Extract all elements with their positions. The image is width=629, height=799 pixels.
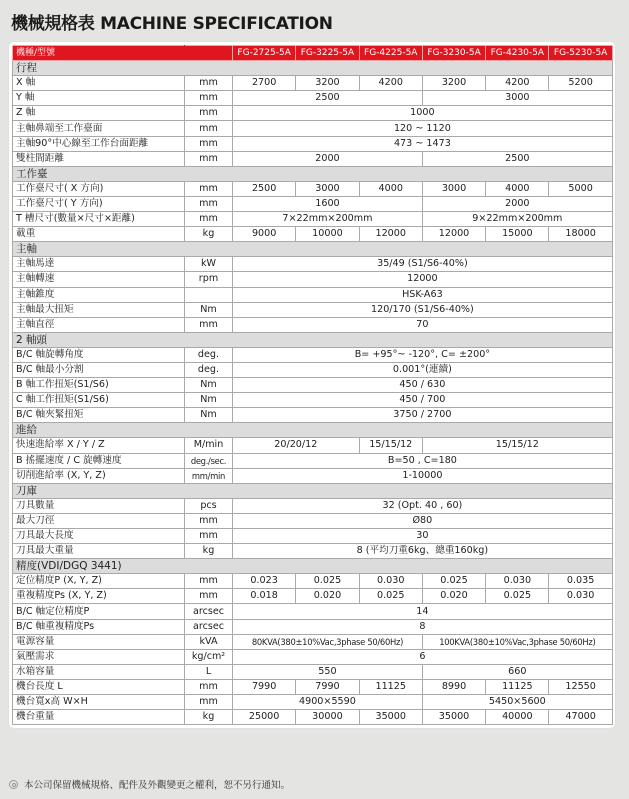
row-unit: mm [185,76,233,91]
cell: 0.030 [486,574,549,589]
cell: 3000 [296,181,359,196]
table-row [13,378,613,393]
section-header: 進給 [13,423,613,438]
row-label: 切削進給率 (X, Y, Z) [13,468,185,483]
spec-table [12,45,613,725]
row-unit: Nm [185,302,233,317]
cell: 2000 [233,151,423,166]
table-row [13,121,613,136]
row-unit: kg [185,710,233,725]
cell: 8990 [422,679,485,694]
table-row [13,604,613,619]
row-label: 機台寬x高 W×H [13,695,185,710]
cell: 4200 [359,76,422,91]
row-unit: mm [185,317,233,332]
cell: 450 / 630 [233,378,613,393]
row-unit: deg./sec. [185,453,233,468]
section-header: 行程 [13,61,613,76]
row-unit: deg. [185,362,233,377]
cell: 18000 [549,227,612,242]
section-header: 工作臺 [13,166,613,181]
table-row [13,664,613,679]
cell: 0.030 [549,589,612,604]
cell: 2500 [233,91,423,106]
row-unit: kW [185,257,233,272]
row-label: B 軸工作扭矩(S1/S6) [13,378,185,393]
cell: 30 [233,529,613,544]
cell: 4000 [359,181,422,196]
table-row [13,679,613,694]
row-unit: arcsec [185,604,233,619]
cell: 2700 [233,76,296,91]
table-row [13,212,613,227]
row-unit: mm [185,106,233,121]
row-label: 機台長度 L [13,679,185,694]
cell: 0.023 [233,574,296,589]
cell: 0.025 [359,589,422,604]
cell: 4000 [486,181,549,196]
cell: 8 (平均刀重6kg、總重160kg) [233,544,613,559]
cell: Ø80 [233,513,613,528]
row-label: C 軸工作扭矩(S1/S6) [13,393,185,408]
cell: 1000 [233,106,613,121]
row-label: 主軸最大扭矩 [13,302,185,317]
row-unit: mm [185,196,233,211]
cell: 120/170 (S1/S6-40%) [233,302,613,317]
table-row [13,498,613,513]
model-header: FG-3225-5A [296,46,359,61]
row-label: 定位精度P (X, Y, Z) [13,574,185,589]
table-row [13,287,613,302]
cell: 450 / 700 [233,393,613,408]
section-header: 2 軸頭 [13,332,613,347]
table-row [13,272,613,287]
row-unit: mm [185,212,233,227]
table-row [13,227,613,242]
cell: 12000 [422,227,485,242]
cell: 7990 [233,679,296,694]
table-row [13,574,613,589]
row-unit: mm [185,181,233,196]
row-unit: mm [185,151,233,166]
row-unit: rpm [185,272,233,287]
cell: 5200 [549,76,612,91]
cell: 3200 [296,76,359,91]
table-row [13,393,613,408]
row-unit: deg. [185,347,233,362]
row-label: 主軸鼻端至工作臺面 [13,121,185,136]
table-row [13,151,613,166]
row-unit: mm [185,513,233,528]
section-header: 刀庫 [13,483,613,498]
table-row [13,106,613,121]
cell: 0.020 [422,589,485,604]
cell: 30000 [296,710,359,725]
table-row [13,257,613,272]
row-unit: mm [185,574,233,589]
cell: 12000 [359,227,422,242]
circle-bullet-icon [9,780,18,789]
table-row [13,529,613,544]
row-label: B/C 軸定位精度P [13,604,185,619]
cell: 2500 [233,181,296,196]
table-row [13,181,613,196]
cell: 15000 [486,227,549,242]
cell: 70 [233,317,613,332]
cell: 11125 [359,679,422,694]
cell: 35000 [422,710,485,725]
cell: 35/49 (S1/S6-40%) [233,257,613,272]
row-unit: arcsec [185,619,233,634]
row-unit: kg [185,227,233,242]
row-label: Z 軸 [13,106,185,121]
row-unit: Nm [185,378,233,393]
row-label: 載重 [13,227,185,242]
table-row [13,136,613,151]
cell: 3200 [422,76,485,91]
spec-sheet [9,42,615,728]
row-label: X 軸 [13,76,185,91]
header-row [13,46,613,61]
cell: B=50 , C=180 [233,453,613,468]
row-label: 工作臺尺寸( Y 方向) [13,196,185,211]
row-label: 主軸直徑 [13,317,185,332]
row-unit: L [185,664,233,679]
cell: 35000 [359,710,422,725]
row-label: 刀具數量 [13,498,185,513]
cell: 550 [233,664,423,679]
cell: 5000 [549,181,612,196]
row-label: B/C 軸夾緊扭矩 [13,408,185,423]
cell: 1-10000 [233,468,613,483]
cell: 2500 [422,151,612,166]
cell: 120 ~ 1120 [233,121,613,136]
cell: 3000 [422,181,485,196]
table-row [13,468,613,483]
cell: 47000 [549,710,612,725]
cell: B= +95°~ -120°, C= ±200° [233,347,613,362]
cell: 9000 [233,227,296,242]
row-unit: Nm [185,393,233,408]
cell: 100KVA(380±10%Vac,3phase 50/60Hz) [422,634,612,649]
table-row [13,589,613,604]
cell: 11125 [486,679,549,694]
row-unit: pcs [185,498,233,513]
row-label: 快速進給率 X / Y / Z [13,438,185,453]
cell: 0.025 [486,589,549,604]
row-label: B/C 軸最小分割 [13,362,185,377]
cell: 0.030 [359,574,422,589]
page-title: 機械規格表 MACHINE SPECIFICATION [11,14,333,34]
model-header: FG-4225-5A [359,46,422,61]
row-label: 主軸馬達 [13,257,185,272]
cell: 14 [233,604,613,619]
table-row [13,76,613,91]
table-row [13,649,613,664]
cell: 0.020 [296,589,359,604]
row-unit: mm [185,679,233,694]
row-label: 最大刀徑 [13,513,185,528]
cell: 8 [233,619,613,634]
row-unit: mm [185,136,233,151]
model-header: FG-3230-5A [422,46,485,61]
table-row [13,453,613,468]
row-label: 電源容量 [13,634,185,649]
table-row [13,196,613,211]
cell: 40000 [486,710,549,725]
table-row [13,347,613,362]
row-unit: kg/cm² [185,649,233,664]
table-row [13,362,613,377]
cell: 6 [233,649,613,664]
table-row [13,710,613,725]
cell: 32 (Opt. 40 , 60) [233,498,613,513]
header-label: 機種/型號 [13,46,185,61]
row-unit: M/min [185,438,233,453]
row-label: T 槽尺寸(數量×尺寸×距離) [13,212,185,227]
cell: 473 ~ 1473 [233,136,613,151]
table-row [13,619,613,634]
header-unit [185,46,233,61]
row-label: Y 軸 [13,91,185,106]
row-unit [185,287,233,302]
row-unit: mm [185,121,233,136]
row-label: 水箱容量 [13,664,185,679]
cell: 80KVA(380±10%Vac,3phase 50/60Hz) [233,634,423,649]
cell: 15/15/12 [422,438,612,453]
footnote-text: 本公司保留機械規格、配件及外觀變更之權利，恕不另行通知。 [24,780,291,791]
model-header: FG-5230-5A [549,46,612,61]
cell: 25000 [233,710,296,725]
model-header: FG-2725-5A [233,46,296,61]
row-unit: Nm [185,408,233,423]
cell: 5450×5600 [422,695,612,710]
row-label: B/C 軸重複精度Ps [13,619,185,634]
cell: 2000 [422,196,612,211]
row-label: 工作臺尺寸( X 方向) [13,181,185,196]
cell: 10000 [296,227,359,242]
section-header: 精度(VDI/DGQ 3441) [13,559,613,574]
row-label: 刀具最大重量 [13,544,185,559]
row-unit: mm [185,91,233,106]
row-label: 重複精度Ps (X, Y, Z) [13,589,185,604]
table-row [13,544,613,559]
cell: 7×22mm×200mm [233,212,423,227]
cell: 1600 [233,196,423,211]
row-label: 刀具最大長度 [13,529,185,544]
row-label: 主軸轉速 [13,272,185,287]
cell: 12550 [549,679,612,694]
row-label: 主軸錐度 [13,287,185,302]
table-row [13,513,613,528]
cell: 0.035 [549,574,612,589]
cell: 0.018 [233,589,296,604]
row-label: B 搖擺速度 / C 旋轉速度 [13,453,185,468]
cell: 12000 [233,272,613,287]
table-row [13,317,613,332]
table-row [13,438,613,453]
row-unit: mm [185,695,233,710]
cell: 3000 [422,91,612,106]
cell: 7990 [296,679,359,694]
row-unit: mm [185,529,233,544]
cell: 0.001°(連續) [233,362,613,377]
row-label: 主軸90°中心線至工作台面距離 [13,136,185,151]
cell: HSK-A63 [233,287,613,302]
table-row [13,91,613,106]
cell: 0.025 [296,574,359,589]
row-unit: mm [185,589,233,604]
row-label: 氣壓需求 [13,649,185,664]
cell: 20/20/12 [233,438,360,453]
table-row [13,408,613,423]
model-header: FG-4230-5A [486,46,549,61]
row-label: 機台重量 [13,710,185,725]
cell: 9×22mm×200mm [422,212,612,227]
row-label: B/C 軸旋轉角度 [13,347,185,362]
table-row [13,695,613,710]
table-row [13,634,613,649]
row-unit: mm/min [185,468,233,483]
cell: 0.025 [422,574,485,589]
row-unit: kg [185,544,233,559]
row-unit: kVA [185,634,233,649]
table-row [13,302,613,317]
cell: 4200 [486,76,549,91]
cell: 660 [422,664,612,679]
section-header: 主軸 [13,242,613,257]
footnote [9,777,290,791]
row-label: 雙柱間距離 [13,151,185,166]
cell: 3750 / 2700 [233,408,613,423]
cell: 15/15/12 [359,438,422,453]
cell: 4900×5590 [233,695,423,710]
